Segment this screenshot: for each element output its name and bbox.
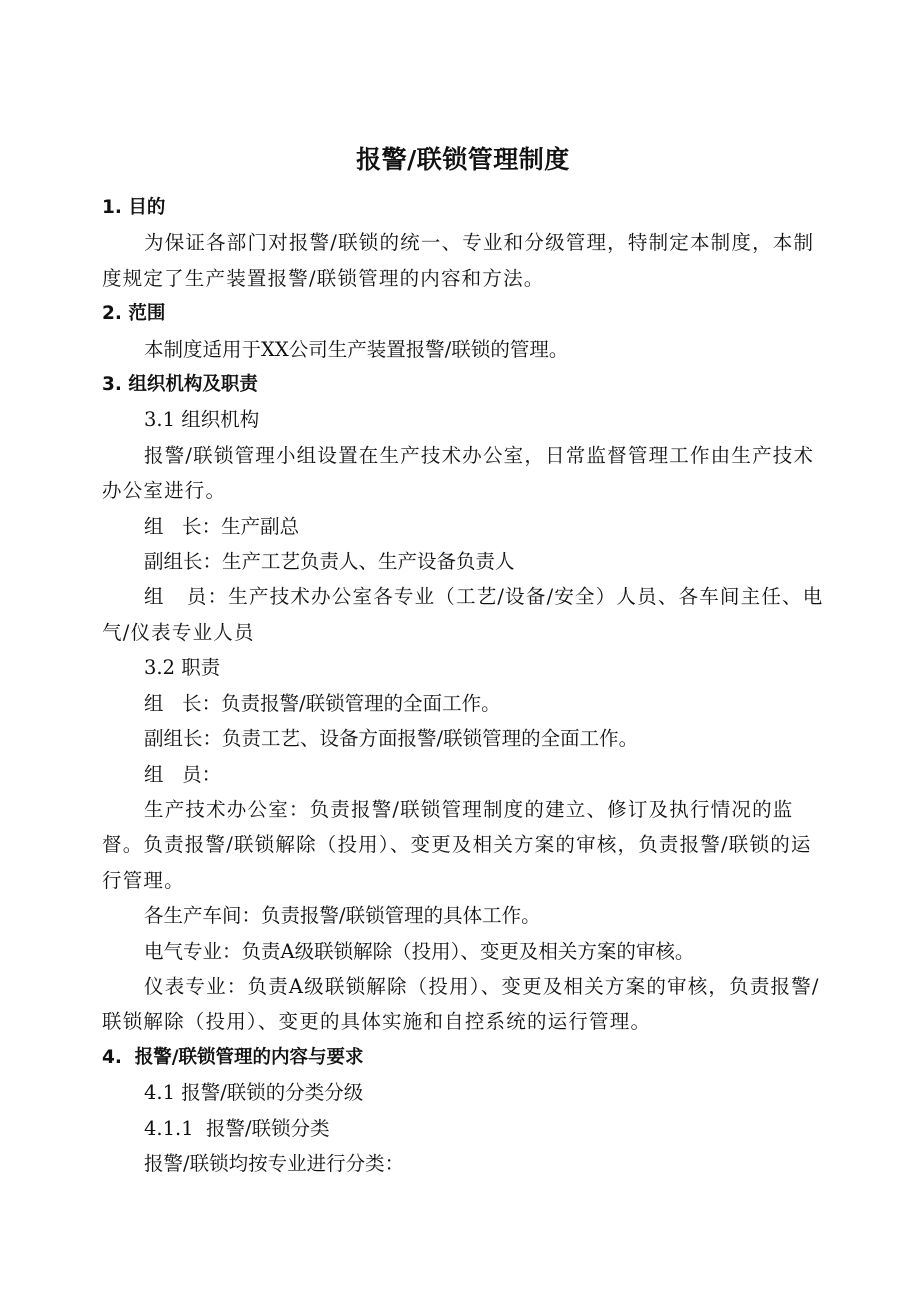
section-3-2-instrument: 仪表专业：负责A级联锁解除（投用）、变更及相关方案的审核，负责报警/联锁解除（投用）、变更的具体实施和自控系统的运行管理。 [102,974,820,1034]
section-3-1-heading: 3.1 组织机构 [144,408,260,432]
section-4-1-1-paragraph: 报警/联锁均按专业进行分类： [144,1151,405,1175]
section-3-1-deputy: 副组长：生产工艺负责人、生产设备负责人 [144,550,515,574]
section-4-1-1-heading: 4.1.1 报警/联锁分类 [144,1116,330,1140]
section-1-heading: 1. 目的 [102,197,166,218]
section-3-2-deputy: 副组长：负责工艺、设备方面报警/联锁管理的全面工作。 [144,727,639,751]
section-4-1-heading: 4.1 报警/联锁的分类分级 [144,1081,364,1105]
section-3-2-electric: 电气专业：负责A级联锁解除（投用）、变更及相关方案的审核。 [144,939,695,963]
section-3-2-office: 生产技术办公室：负责报警/联锁管理制度的建立、修订及执行情况的监督。负责报警/联锁解除（投用）、变更及相关方案的审核，负责报警/联锁的运行管理。 [102,797,812,892]
section-3-2-leader: 组 长：负责报警/联锁管理的全面工作。 [144,691,501,715]
section-3-1-members: 组 员：生产技术办公室各专业（工艺/设备/安全）人员、各车间主任、电气/仪表专业人员 [102,585,824,644]
section-3-2-members: 组 员： [144,762,222,786]
section-3-1-paragraph: 报警/联锁管理小组设置在生产技术办公室，日常监督管理工作由生产技术办公室进行。 [102,443,815,503]
section-3-2-heading: 3.2 职责 [144,656,221,680]
section-2-heading: 2. 范围 [102,303,166,325]
document-title: 报警/联锁管理制度 [356,145,570,174]
section-3-1-leader: 组 长：生产副总 [144,514,300,538]
section-1-paragraph: 为保证各部门对报警/联锁的统一、专业和分级管理，特制定本制度，本制度规定了生产装置报警/联锁管理的内容和方法。 [102,231,815,290]
section-2-paragraph: 本制度适用于XX公司生产装置报警/联锁的管理。 [144,337,569,361]
section-4-heading: 4. 报警/联锁管理的内容与要求 [102,1046,364,1068]
section-3-heading: 3. 组织机构及职责 [102,374,258,396]
section-3-2-workshop: 各生产车间：负责报警/联锁管理的具体工作。 [144,904,541,928]
